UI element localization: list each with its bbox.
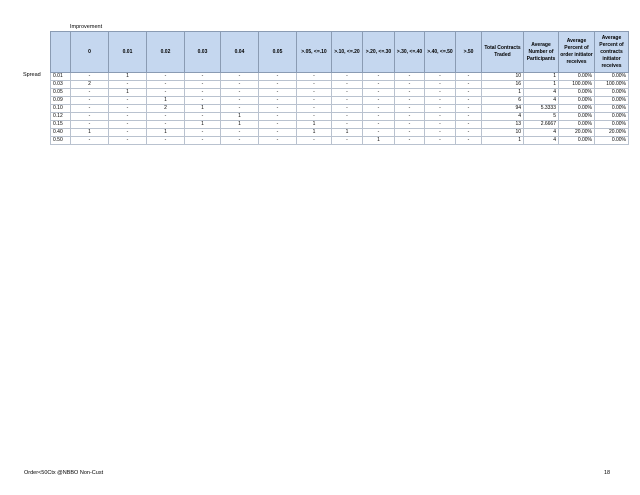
table-cell: - [71,73,109,81]
table-cell: - [395,129,425,137]
table-cell: - [71,137,109,145]
spread-value-cell: 0.50 [51,137,71,145]
table-cell: - [425,129,456,137]
table-cell: 1 [71,129,109,137]
table-cell: - [221,97,259,105]
column-header: 0.03 [185,32,221,73]
table-cell: - [395,113,425,121]
table-cell: - [147,81,185,89]
table-cell: - [147,89,185,97]
table-cell: - [456,89,482,97]
table-cell: 2 [71,81,109,89]
table-cell: - [109,129,147,137]
table-cell: 20.00% [559,129,595,137]
table-cell: - [259,105,297,113]
table-row [51,129,629,137]
table-cell: - [456,129,482,137]
table-cell: - [185,129,221,137]
spread-value-cell: 0.01 [51,73,71,81]
column-header: 0.02 [147,32,185,73]
table-cell: 94 [482,105,524,113]
table-cell: - [147,137,185,145]
table-cell: - [109,97,147,105]
table-cell: - [332,105,363,113]
spread-value-cell: 0.12 [51,113,71,121]
table-cell: - [395,137,425,145]
table-cell: - [259,129,297,137]
table-body [51,73,629,145]
table-cell: - [109,121,147,129]
table-cell: - [109,81,147,89]
table-cell: 1 [297,129,332,137]
table-cell: 1 [297,121,332,129]
table-cell: - [425,113,456,121]
table-cell: - [109,137,147,145]
table-cell: 1 [332,129,363,137]
table-cell: - [297,97,332,105]
table-cell: 0.00% [595,137,629,145]
table-cell: 2.6667 [524,121,559,129]
table-cell: - [425,137,456,145]
table-cell: 0.00% [559,105,595,113]
table-cell: - [221,81,259,89]
table-cell: - [221,73,259,81]
column-header: >.05, <=.10 [297,32,332,73]
table-cell: - [297,137,332,145]
table-cell: - [425,121,456,129]
table-cell: - [332,81,363,89]
table-cell: 5.3333 [524,105,559,113]
table-cell: 1 [185,121,221,129]
table-cell: - [456,137,482,145]
table-cell: 100.00% [559,81,595,89]
table-cell: - [297,81,332,89]
table-cell: - [425,89,456,97]
table-cell: - [456,97,482,105]
table-cell: 2 [147,105,185,113]
table-cell: 0.00% [595,121,629,129]
table-cell: 1 [147,97,185,105]
table-cell: - [147,113,185,121]
table-cell: - [395,121,425,129]
table-cell: - [221,137,259,145]
table-cell: - [259,121,297,129]
table-cell: - [147,121,185,129]
column-header: Average Percent of order initiator receives [559,32,595,73]
table-header-row [51,32,629,73]
table-cell: - [395,97,425,105]
table-cell: 4 [524,97,559,105]
table-cell: - [221,105,259,113]
column-header: 0.05 [259,32,297,73]
column-header: Average Percent of contracts initiator receives [595,32,629,73]
spread-row-label: Spread [23,72,41,78]
table-cell: - [71,105,109,113]
table-cell: - [425,105,456,113]
table-cell: 4 [524,129,559,137]
table-cell: - [425,97,456,105]
spread-value-cell: 0.03 [51,81,71,89]
table-cell: - [297,73,332,81]
improvement-group-label: Improvement [70,24,103,30]
table-cell: - [363,113,395,121]
spread-value-cell: 0.05 [51,89,71,97]
table-cell: - [363,105,395,113]
table-row [51,89,629,97]
column-header: >.40, <=.50 [425,32,456,73]
table-row [51,97,629,105]
table-cell: - [221,89,259,97]
table-cell: - [259,113,297,121]
table-cell: - [332,97,363,105]
table-cell: - [456,105,482,113]
table-cell: - [71,89,109,97]
column-header: >.30, <=.40 [395,32,425,73]
table-cell: 16 [482,81,524,89]
improvement-table [50,31,629,145]
table-cell: - [363,129,395,137]
table-cell: - [185,97,221,105]
table-cell: - [71,121,109,129]
column-header: >.20, <=.30 [363,32,395,73]
table-row [51,113,629,121]
table-cell: - [221,129,259,137]
table-cell: - [332,121,363,129]
table-cell: - [363,81,395,89]
table-row [51,81,629,89]
table-cell: 13 [482,121,524,129]
table-cell: - [395,81,425,89]
table-cell: - [71,113,109,121]
table-cell: - [363,121,395,129]
table-cell: - [71,97,109,105]
table-cell: 10 [482,129,524,137]
table-cell: - [297,89,332,97]
table-cell: - [259,89,297,97]
header-spread-corner [51,32,71,73]
column-header: >.50 [456,32,482,73]
table-row [51,121,629,129]
table-cell: - [332,89,363,97]
table-cell: - [185,73,221,81]
table-cell: 1 [363,137,395,145]
table-cell: - [395,73,425,81]
table-cell: 0.00% [559,137,595,145]
table-cell: - [363,97,395,105]
column-header: Average Number of Participants [524,32,559,73]
table-cell: - [332,137,363,145]
table-cell: - [259,97,297,105]
table-cell: - [147,73,185,81]
column-header: Total Contracts Traded [482,32,524,73]
column-header: 0.04 [221,32,259,73]
table-cell: - [395,89,425,97]
table-cell: 1 [524,81,559,89]
column-header: 0.01 [109,32,147,73]
column-header: >.10, <=.20 [332,32,363,73]
table-cell: 0.00% [595,89,629,97]
table-cell: 0.00% [559,89,595,97]
table-cell: - [456,121,482,129]
spread-value-cell: 0.40 [51,129,71,137]
table-cell: - [332,73,363,81]
table-cell: 1 [147,129,185,137]
table-cell: - [259,73,297,81]
table-row [51,73,629,81]
table-cell: 1 [221,113,259,121]
table-cell: 0.00% [595,113,629,121]
table-cell: - [185,137,221,145]
table-cell: 1 [482,89,524,97]
table-cell: 0.00% [595,73,629,81]
table-cell: 10 [482,73,524,81]
table-cell: - [259,137,297,145]
spread-value-cell: 0.10 [51,105,71,113]
table-cell: - [425,81,456,89]
table-cell: - [363,73,395,81]
table-cell: 1 [221,121,259,129]
table-cell: 0.00% [595,97,629,105]
table-cell: 4 [524,137,559,145]
table-cell: 0.00% [559,121,595,129]
table-cell: - [456,113,482,121]
table-cell: 0.00% [595,105,629,113]
table-cell: 0.00% [559,113,595,121]
spread-value-cell: 0.15 [51,121,71,129]
table-cell: - [185,113,221,121]
table-cell: - [456,73,482,81]
table-cell: 1 [185,105,221,113]
table-cell: 0.00% [559,97,595,105]
table-cell: - [332,113,363,121]
table-cell: 1 [524,73,559,81]
table-cell: 100.00% [595,81,629,89]
table-cell: 6 [482,97,524,105]
table-row [51,137,629,145]
table-cell: 20.00% [595,129,629,137]
table-cell: 5 [524,113,559,121]
table-cell: 1 [109,89,147,97]
table-cell: - [297,105,332,113]
table-cell: - [395,105,425,113]
table-cell: - [456,81,482,89]
table-cell: 4 [482,113,524,121]
column-header: 0 [71,32,109,73]
spread-value-cell: 0.09 [51,97,71,105]
table-cell: - [185,89,221,97]
table-cell: - [259,81,297,89]
table-cell: - [425,73,456,81]
table-cell: 1 [482,137,524,145]
table-row [51,105,629,113]
table-cell: - [109,105,147,113]
page-number: 18 [604,470,611,476]
table-cell: - [185,81,221,89]
table-cell: 1 [109,73,147,81]
footer-caption: Order<50Ctx @NBBO Non-Cust [24,470,104,476]
table-cell: 4 [524,89,559,97]
table-cell: 0.00% [559,73,595,81]
table-cell: - [297,113,332,121]
table-cell: - [109,113,147,121]
table-cell: - [363,89,395,97]
